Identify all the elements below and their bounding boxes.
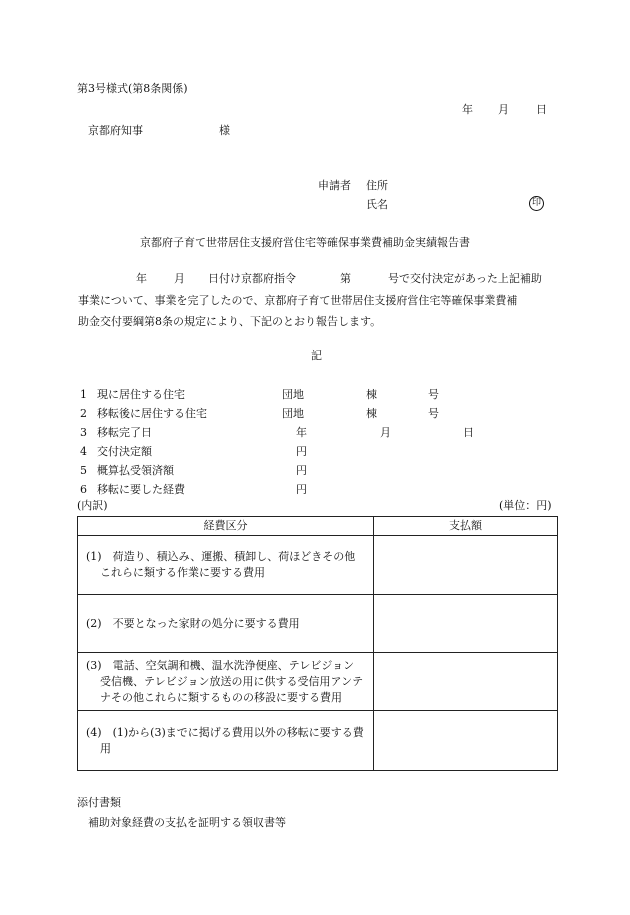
- item-label: 現に居住する住宅: [97, 388, 185, 401]
- name-label: 氏名: [366, 198, 388, 211]
- attachments-heading: 添付書類: [77, 796, 121, 809]
- item-col1: 円: [296, 445, 307, 458]
- unit-label: (単位：円): [499, 499, 552, 512]
- item-col2: 月: [380, 426, 391, 439]
- item-col2: 棟: [366, 407, 377, 420]
- ki-heading: 記: [311, 349, 322, 362]
- item-col3: 号: [428, 407, 439, 420]
- amount-cell: [374, 711, 558, 771]
- item-number: 6: [80, 483, 87, 496]
- table-row: [78, 653, 558, 711]
- addressee: 京都府知事: [88, 124, 143, 137]
- expense-description: (4) (1)から(3)までに掲げる費用以外の移転に要する費用: [86, 725, 364, 755]
- amount-cell: [374, 653, 558, 711]
- breakdown-label: (内訳): [77, 499, 108, 512]
- body-dai: 第: [340, 272, 351, 285]
- table-row: [78, 536, 558, 595]
- header-payment-amount: 支払額: [374, 517, 558, 536]
- date-day-label: 日: [536, 103, 547, 116]
- body-year: 年: [136, 272, 147, 285]
- item-number: 3: [80, 426, 87, 439]
- addressee-honorific: 様: [219, 124, 230, 137]
- expense-description: (2) 不要となった家財の処分に要する費用: [86, 616, 300, 630]
- applicant-label: 申請者: [318, 179, 351, 192]
- amount-cell: [374, 536, 558, 595]
- seal-mark: 印: [529, 196, 544, 211]
- body-month: 月: [174, 272, 185, 285]
- date-year-label: 年: [462, 103, 473, 116]
- expense-description: (3) 電話、空気調和機、温水洗浄便座、テレビジョン受信機、テレビジョン放送の用に供する受信用アンテナその他これらに類するものの移設に要する費用: [86, 658, 364, 704]
- item-label: 移転完了日: [97, 426, 152, 439]
- body-line3: 助金交付要綱第8条の規定により、下記のとおり報告します。: [78, 315, 382, 328]
- body-line1-tail: 号で交付決定があった上記補助: [388, 272, 542, 285]
- document-title: 京都府子育て世帯居住支援府営住宅等確保事業費補助金実績報告書: [140, 236, 470, 249]
- item-label: 交付決定額: [97, 445, 152, 458]
- item-col1: 円: [296, 483, 307, 496]
- date-month-label: 月: [498, 103, 509, 116]
- item-col2: 棟: [366, 388, 377, 401]
- table-row: [78, 595, 558, 653]
- header-expense-category: 経費区分: [78, 517, 374, 536]
- item-col3: 日: [463, 426, 474, 439]
- item-label: 移転に要した経費: [97, 483, 185, 496]
- breakdown-table: [77, 516, 558, 771]
- table-header-row: [78, 517, 558, 536]
- item-label: 移転後に居住する住宅: [97, 407, 207, 420]
- expense-description: (1) 荷造り、積込み、運搬、積卸し、荷ほどきその他これらに類する作業に要する費用: [86, 550, 356, 579]
- item-col1: 団地: [282, 388, 304, 401]
- attachment-item: 補助対象経費の支払を証明する領収書等: [88, 816, 286, 829]
- amount-cell: [374, 595, 558, 653]
- item-col1: 円: [296, 464, 307, 477]
- address-label: 住所: [366, 179, 388, 192]
- body-line2: 事業について、事業を完了したので、京都府子育て世帯居住支援府営住宅等確保事業費補: [78, 294, 518, 307]
- item-col1: 年: [296, 426, 307, 439]
- item-col1: 団地: [282, 407, 304, 420]
- item-number: 5: [80, 464, 87, 477]
- body-date-text: 日付け京都府指令: [208, 272, 296, 285]
- item-number: 4: [80, 445, 87, 458]
- item-number: 1: [80, 388, 87, 401]
- item-col3: 号: [428, 388, 439, 401]
- item-label: 概算払受領済額: [97, 464, 174, 477]
- form-number: 第3号様式(第8条関係): [77, 82, 188, 95]
- table-row: [78, 711, 558, 771]
- item-number: 2: [80, 407, 87, 420]
